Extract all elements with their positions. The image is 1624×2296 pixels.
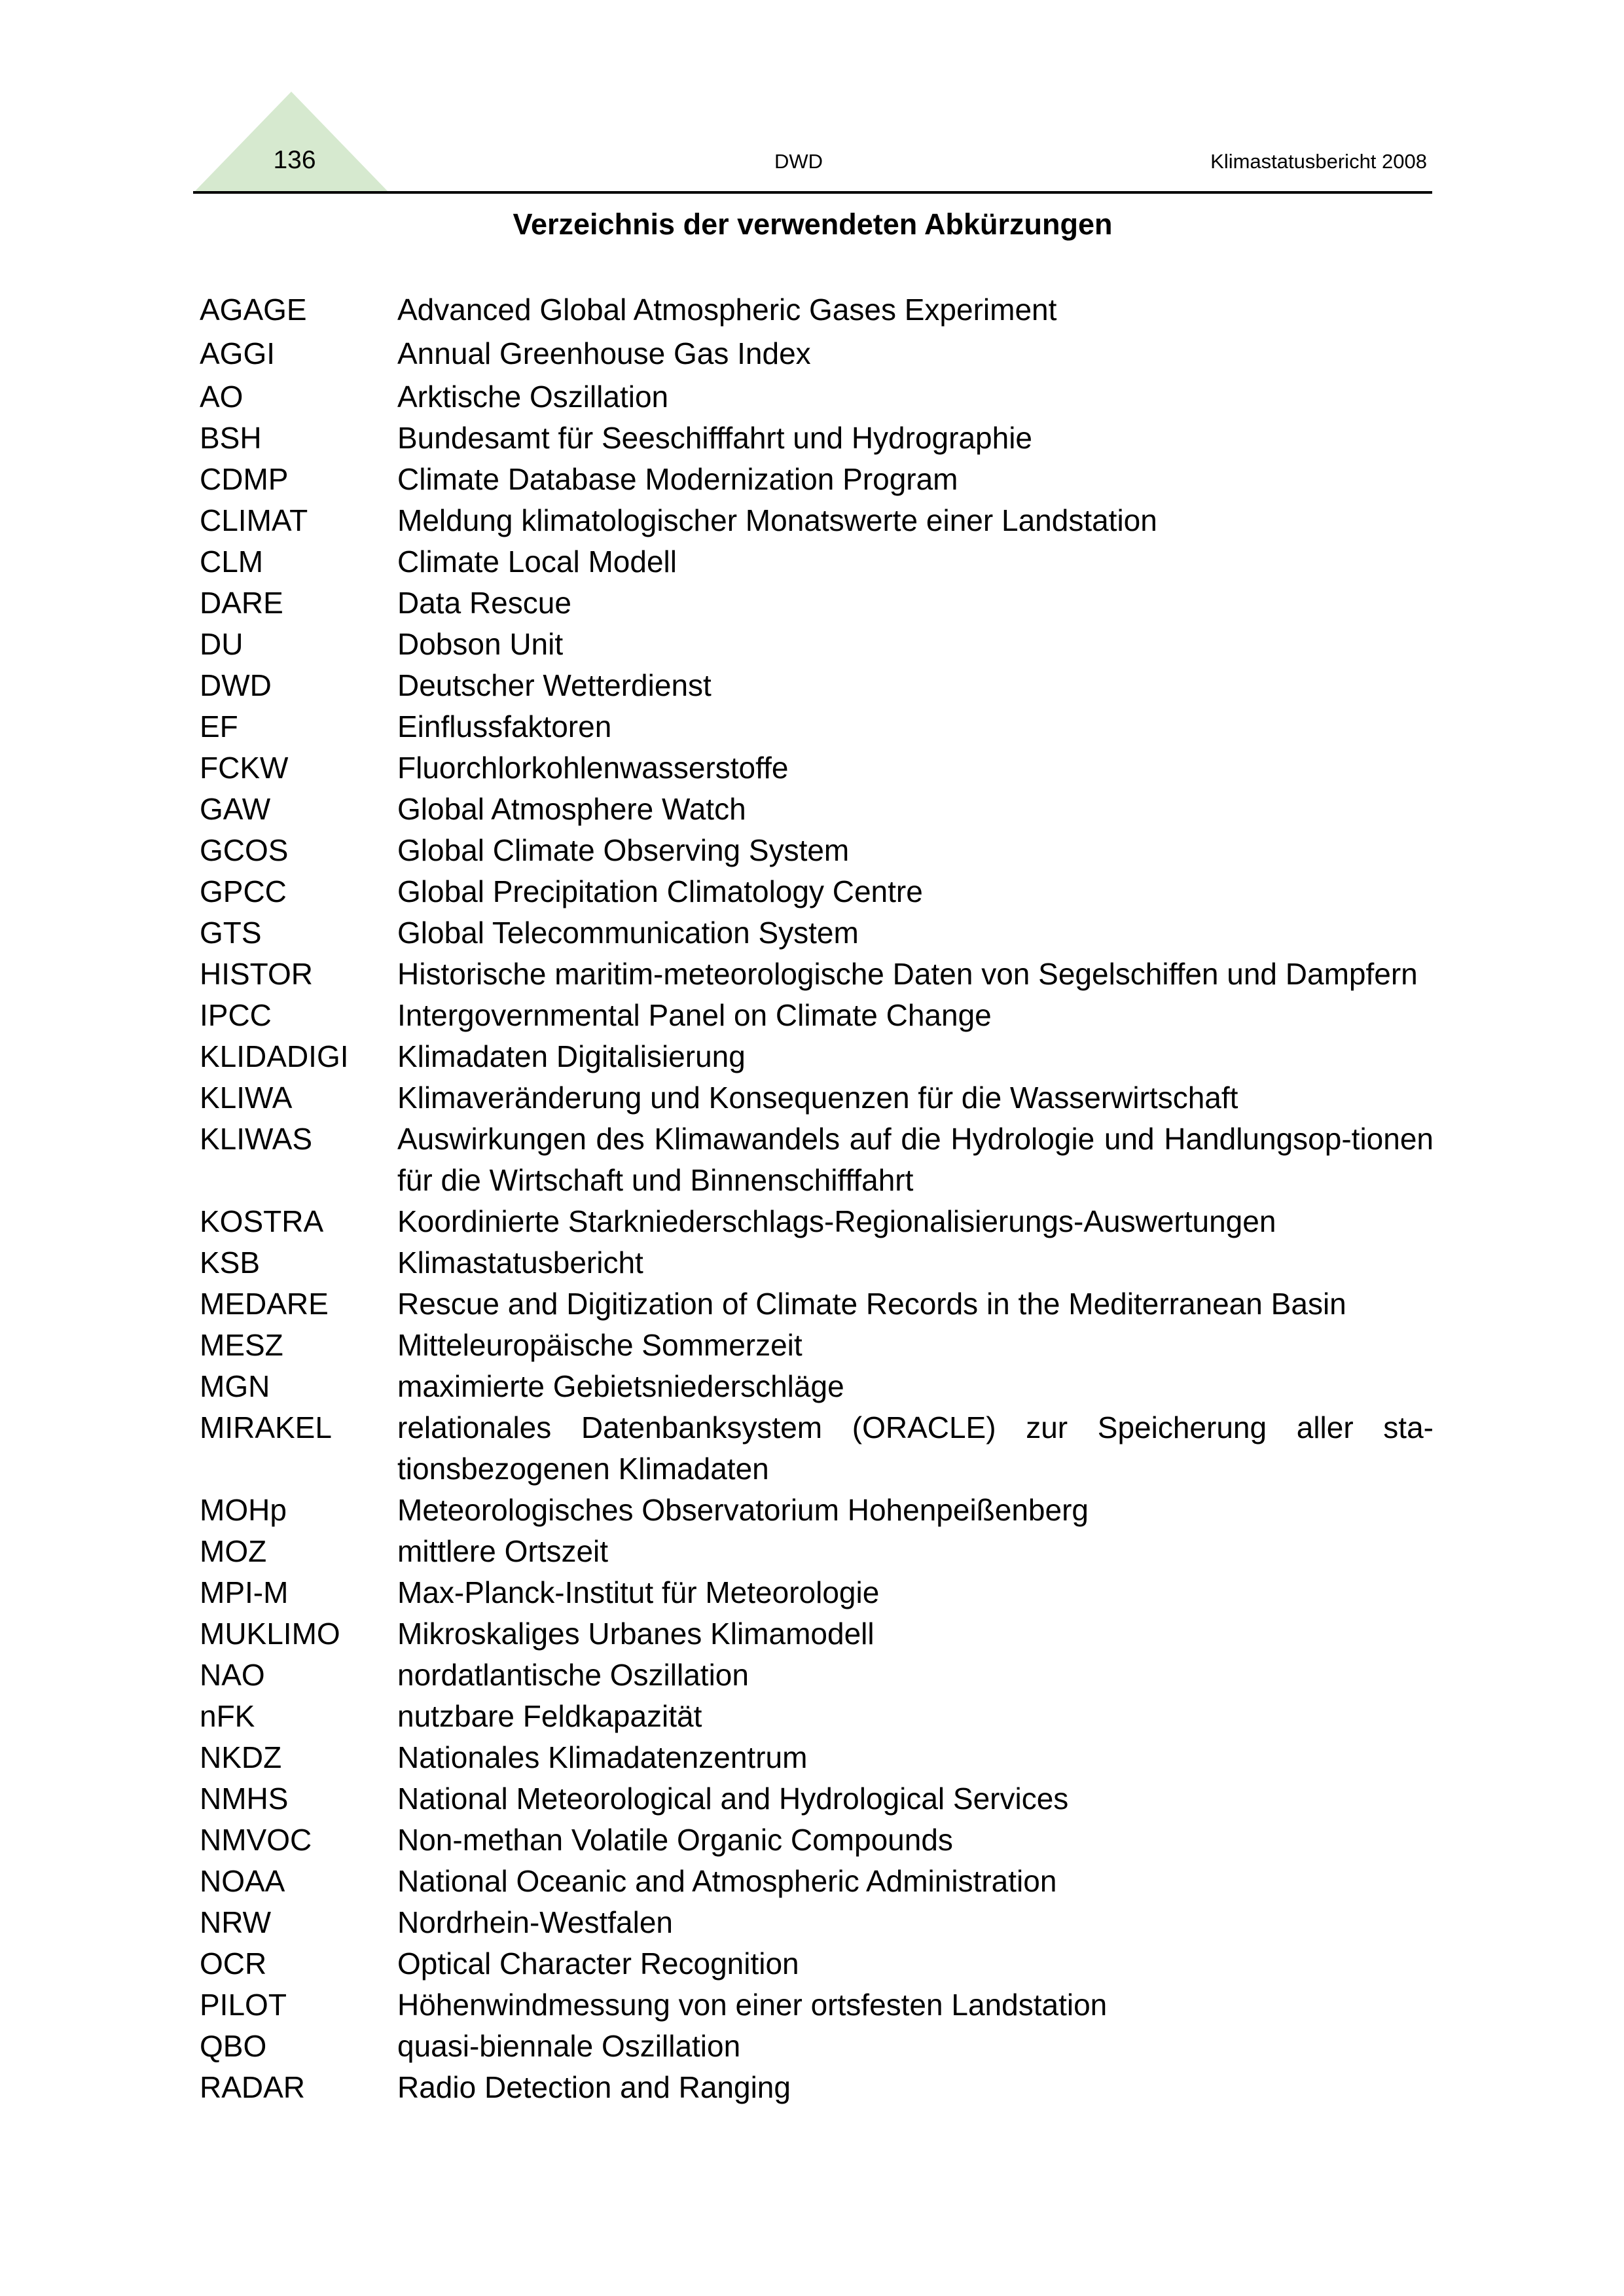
abbreviation-definition: Optical Character Recognition: [397, 1946, 799, 1981]
abbreviation-term: NMHS: [200, 1782, 289, 1816]
abbreviation-term: KSB: [200, 1246, 261, 1280]
abbreviation-row: [200, 1325, 1434, 1366]
abbreviation-term: KOSTRA: [200, 1204, 324, 1238]
abbreviation-definition: Klimastatusbericht: [397, 1246, 643, 1280]
abbreviation-row: [200, 541, 1434, 583]
abbreviation-term: GAW: [200, 792, 271, 826]
abbreviation-row: [200, 789, 1434, 830]
abbreviation-definition: Data Rescue: [397, 586, 571, 620]
abbreviation-row: [200, 1655, 1434, 1696]
abbreviation-definition: Klimadaten Digitalisierung: [397, 1039, 746, 1073]
abbreviation-row: [200, 871, 1434, 912]
abbreviation-row: [200, 1366, 1434, 1407]
abbreviation-row: [200, 2067, 1434, 2108]
abbreviation-row: [200, 1737, 1434, 1778]
abbreviation-term: NMVOC: [200, 1823, 312, 1857]
abbreviation-definition: Nationales Klimadatenzentrum: [397, 1740, 808, 1774]
abbreviation-term: MOZ: [200, 1534, 267, 1568]
abbreviation-row: [200, 1778, 1434, 1820]
abbreviation-row: [200, 1613, 1434, 1655]
abbreviation-term: IPCC: [200, 998, 272, 1032]
abbreviation-definition: Non-methan Volatile Organic Compounds: [397, 1823, 953, 1857]
abbreviation-term: KLIWA: [200, 1081, 293, 1115]
abbreviation-row: [200, 459, 1434, 500]
abbreviation-definition: National Oceanic and Atmospheric Administration: [397, 1864, 1057, 1898]
abbreviation-term: MGN: [200, 1369, 270, 1403]
abbreviation-definition: Deutscher Wetterdienst: [397, 668, 712, 702]
abbreviation-row: [200, 1696, 1434, 1737]
abbreviation-row: [200, 1531, 1434, 1572]
abbreviation-definition: Radio Detection and Ranging: [397, 2070, 791, 2104]
abbreviation-list: [200, 289, 1434, 2108]
abbreviation-term: AO: [200, 380, 244, 414]
abbreviation-definition: Auswirkungen des Klimawandels auf die Hydrologie und Handlungsop-tionen für die Wirtschaft und Binnenschifffahrt: [397, 1122, 1434, 1197]
abbreviation-definition: Meteorologisches Observatorium Hohenpeißenberg: [397, 1493, 1089, 1527]
abbreviation-definition: maximierte Gebietsniederschläge: [397, 1369, 844, 1403]
abbreviation-definition: Koordinierte Starkniederschlags-Regionalisierungs-Auswertungen: [397, 1204, 1276, 1238]
abbreviation-term: AGAGE: [200, 293, 307, 327]
abbreviation-row: [200, 1984, 1434, 2026]
abbreviation-term: GTS: [200, 916, 262, 950]
abbreviation-term: DARE: [200, 586, 283, 620]
abbreviation-row: [200, 624, 1434, 665]
abbreviation-row: [200, 747, 1434, 789]
abbreviation-definition: Climate Local Modell: [397, 545, 677, 579]
abbreviation-definition: Mitteleuropäische Sommerzeit: [397, 1328, 803, 1362]
header-report-title: Klimastatusbericht 2008: [1210, 150, 1427, 173]
abbreviation-row: [200, 1119, 1434, 1201]
page-title: Verzeichnis der verwendeten Abkürzungen: [513, 207, 1113, 241]
abbreviation-definition: nutzbare Feldkapazität: [397, 1699, 702, 1733]
abbreviation-definition: Advanced Global Atmospheric Gases Experiment: [397, 293, 1057, 327]
abbreviation-row: [200, 995, 1434, 1036]
abbreviation-definition: Rescue and Digitization of Climate Records in the Mediterranean Basin: [397, 1287, 1346, 1321]
abbreviation-definition: quasi-biennale Oszillation: [397, 2029, 741, 2063]
abbreviation-term: MPI-M: [200, 1575, 289, 1609]
abbreviation-term: MEDARE: [200, 1287, 329, 1321]
abbreviation-definition: Global Atmosphere Watch: [397, 792, 746, 826]
abbreviation-term: NOAA: [200, 1864, 285, 1898]
abbreviation-term: OCR: [200, 1946, 267, 1981]
abbreviation-row: [200, 1407, 1434, 1490]
header-triangle-decoration: [193, 92, 389, 193]
abbreviation-row: [200, 1943, 1434, 1984]
abbreviation-term: KLIWAS: [200, 1122, 313, 1156]
abbreviation-term: MOHp: [200, 1493, 287, 1527]
abbreviation-term: AGGI: [200, 336, 276, 370]
abbreviation-row: [200, 1201, 1434, 1242]
abbreviation-row: [200, 1242, 1434, 1283]
abbreviation-term: FCKW: [200, 751, 289, 785]
abbreviation-term: MIRAKEL: [200, 1410, 332, 1444]
abbreviation-definition: Global Precipitation Climatology Centre: [397, 874, 923, 908]
abbreviation-term: EF: [200, 709, 238, 744]
abbreviation-definition: Höhenwindmessung von einer ortsfesten Landstation: [397, 1988, 1108, 2022]
abbreviation-term: CLIMAT: [200, 503, 308, 537]
abbreviation-definition: mittlere Ortszeit: [397, 1534, 609, 1568]
abbreviation-row: [200, 376, 1434, 418]
abbreviation-term: GPCC: [200, 874, 287, 908]
abbreviation-term: NRW: [200, 1905, 272, 1939]
abbreviation-row: [200, 1283, 1434, 1325]
page-number: 136: [273, 146, 316, 174]
abbreviation-row: [200, 1861, 1434, 1902]
abbreviation-row: [200, 583, 1434, 624]
abbreviation-definition: Mikroskaliges Urbanes Klimamodell: [397, 1617, 875, 1651]
abbreviation-definition: Nordrhein-Westfalen: [397, 1905, 674, 1939]
abbreviation-term: QBO: [200, 2029, 267, 2063]
abbreviation-row: [200, 706, 1434, 747]
abbreviation-term: HISTOR: [200, 957, 313, 991]
abbreviation-definition: Max-Planck-Institut für Meteorologie: [397, 1575, 880, 1609]
header-divider: [193, 191, 1432, 194]
abbreviation-row: [200, 1077, 1434, 1119]
abbreviation-term: BSH: [200, 421, 262, 455]
abbreviation-term: KLIDADIGI: [200, 1039, 349, 1073]
abbreviation-definition: Arktische Oszillation: [397, 380, 669, 414]
abbreviation-row: [200, 1902, 1434, 1943]
abbreviation-definition: Einflussfaktoren: [397, 709, 612, 744]
abbreviation-term: MUKLIMO: [200, 1617, 340, 1651]
abbreviation-term: nFK: [200, 1699, 255, 1733]
abbreviation-row: [200, 1572, 1434, 1613]
abbreviation-definition: relationales Datenbanksystem (ORACLE) zur Speicherung aller sta-tionsbezogenen Klimadaten: [397, 1410, 1434, 1486]
abbreviation-definition: Intergovernmental Panel on Climate Change: [397, 998, 992, 1032]
abbreviation-definition: Dobson Unit: [397, 627, 564, 661]
abbreviation-definition: nordatlantische Oszillation: [397, 1658, 749, 1692]
abbreviation-definition: Bundesamt für Seeschifffahrt und Hydrographie: [397, 421, 1032, 455]
abbreviation-definition: National Meteorological and Hydrological Services: [397, 1782, 1069, 1816]
abbreviation-row: [200, 289, 1434, 331]
abbreviation-definition: Historische maritim-meteorologische Daten von Segelschiffen und Dampfern: [397, 957, 1418, 991]
abbreviation-term: NAO: [200, 1658, 265, 1692]
abbreviation-row: [200, 1820, 1434, 1861]
abbreviation-definition: Meldung klimatologischer Monatswerte einer Landstation: [397, 503, 1157, 537]
header-publisher: DWD: [774, 150, 823, 173]
abbreviation-row: [200, 830, 1434, 871]
abbreviation-term: MESZ: [200, 1328, 283, 1362]
abbreviation-row: [200, 954, 1434, 995]
abbreviation-row: [200, 333, 1434, 374]
abbreviation-term: GCOS: [200, 833, 289, 867]
abbreviation-term: PILOT: [200, 1988, 287, 2022]
page-header: [0, 0, 1624, 196]
abbreviation-definition: Global Climate Observing System: [397, 833, 850, 867]
abbreviation-definition: Climate Database Modernization Program: [397, 462, 958, 496]
abbreviation-row: [200, 418, 1434, 459]
abbreviation-definition: Global Telecommunication System: [397, 916, 859, 950]
abbreviation-row: [200, 2026, 1434, 2067]
abbreviation-row: [200, 1036, 1434, 1077]
abbreviation-row: [200, 500, 1434, 541]
abbreviation-term: CDMP: [200, 462, 289, 496]
abbreviation-definition: Fluorchlorkohlenwasserstoffe: [397, 751, 789, 785]
abbreviation-row: [200, 1490, 1434, 1531]
abbreviation-term: DU: [200, 627, 244, 661]
abbreviation-row: [200, 912, 1434, 954]
abbreviation-term: DWD: [200, 668, 272, 702]
abbreviation-row: [200, 665, 1434, 706]
abbreviation-term: RADAR: [200, 2070, 306, 2104]
abbreviation-term: NKDZ: [200, 1740, 282, 1774]
abbreviation-definition: Annual Greenhouse Gas Index: [397, 336, 811, 370]
triangle-shape: [193, 92, 389, 193]
abbreviation-definition: Klimaveränderung und Konsequenzen für die Wasserwirtschaft: [397, 1081, 1238, 1115]
abbreviation-term: CLM: [200, 545, 264, 579]
